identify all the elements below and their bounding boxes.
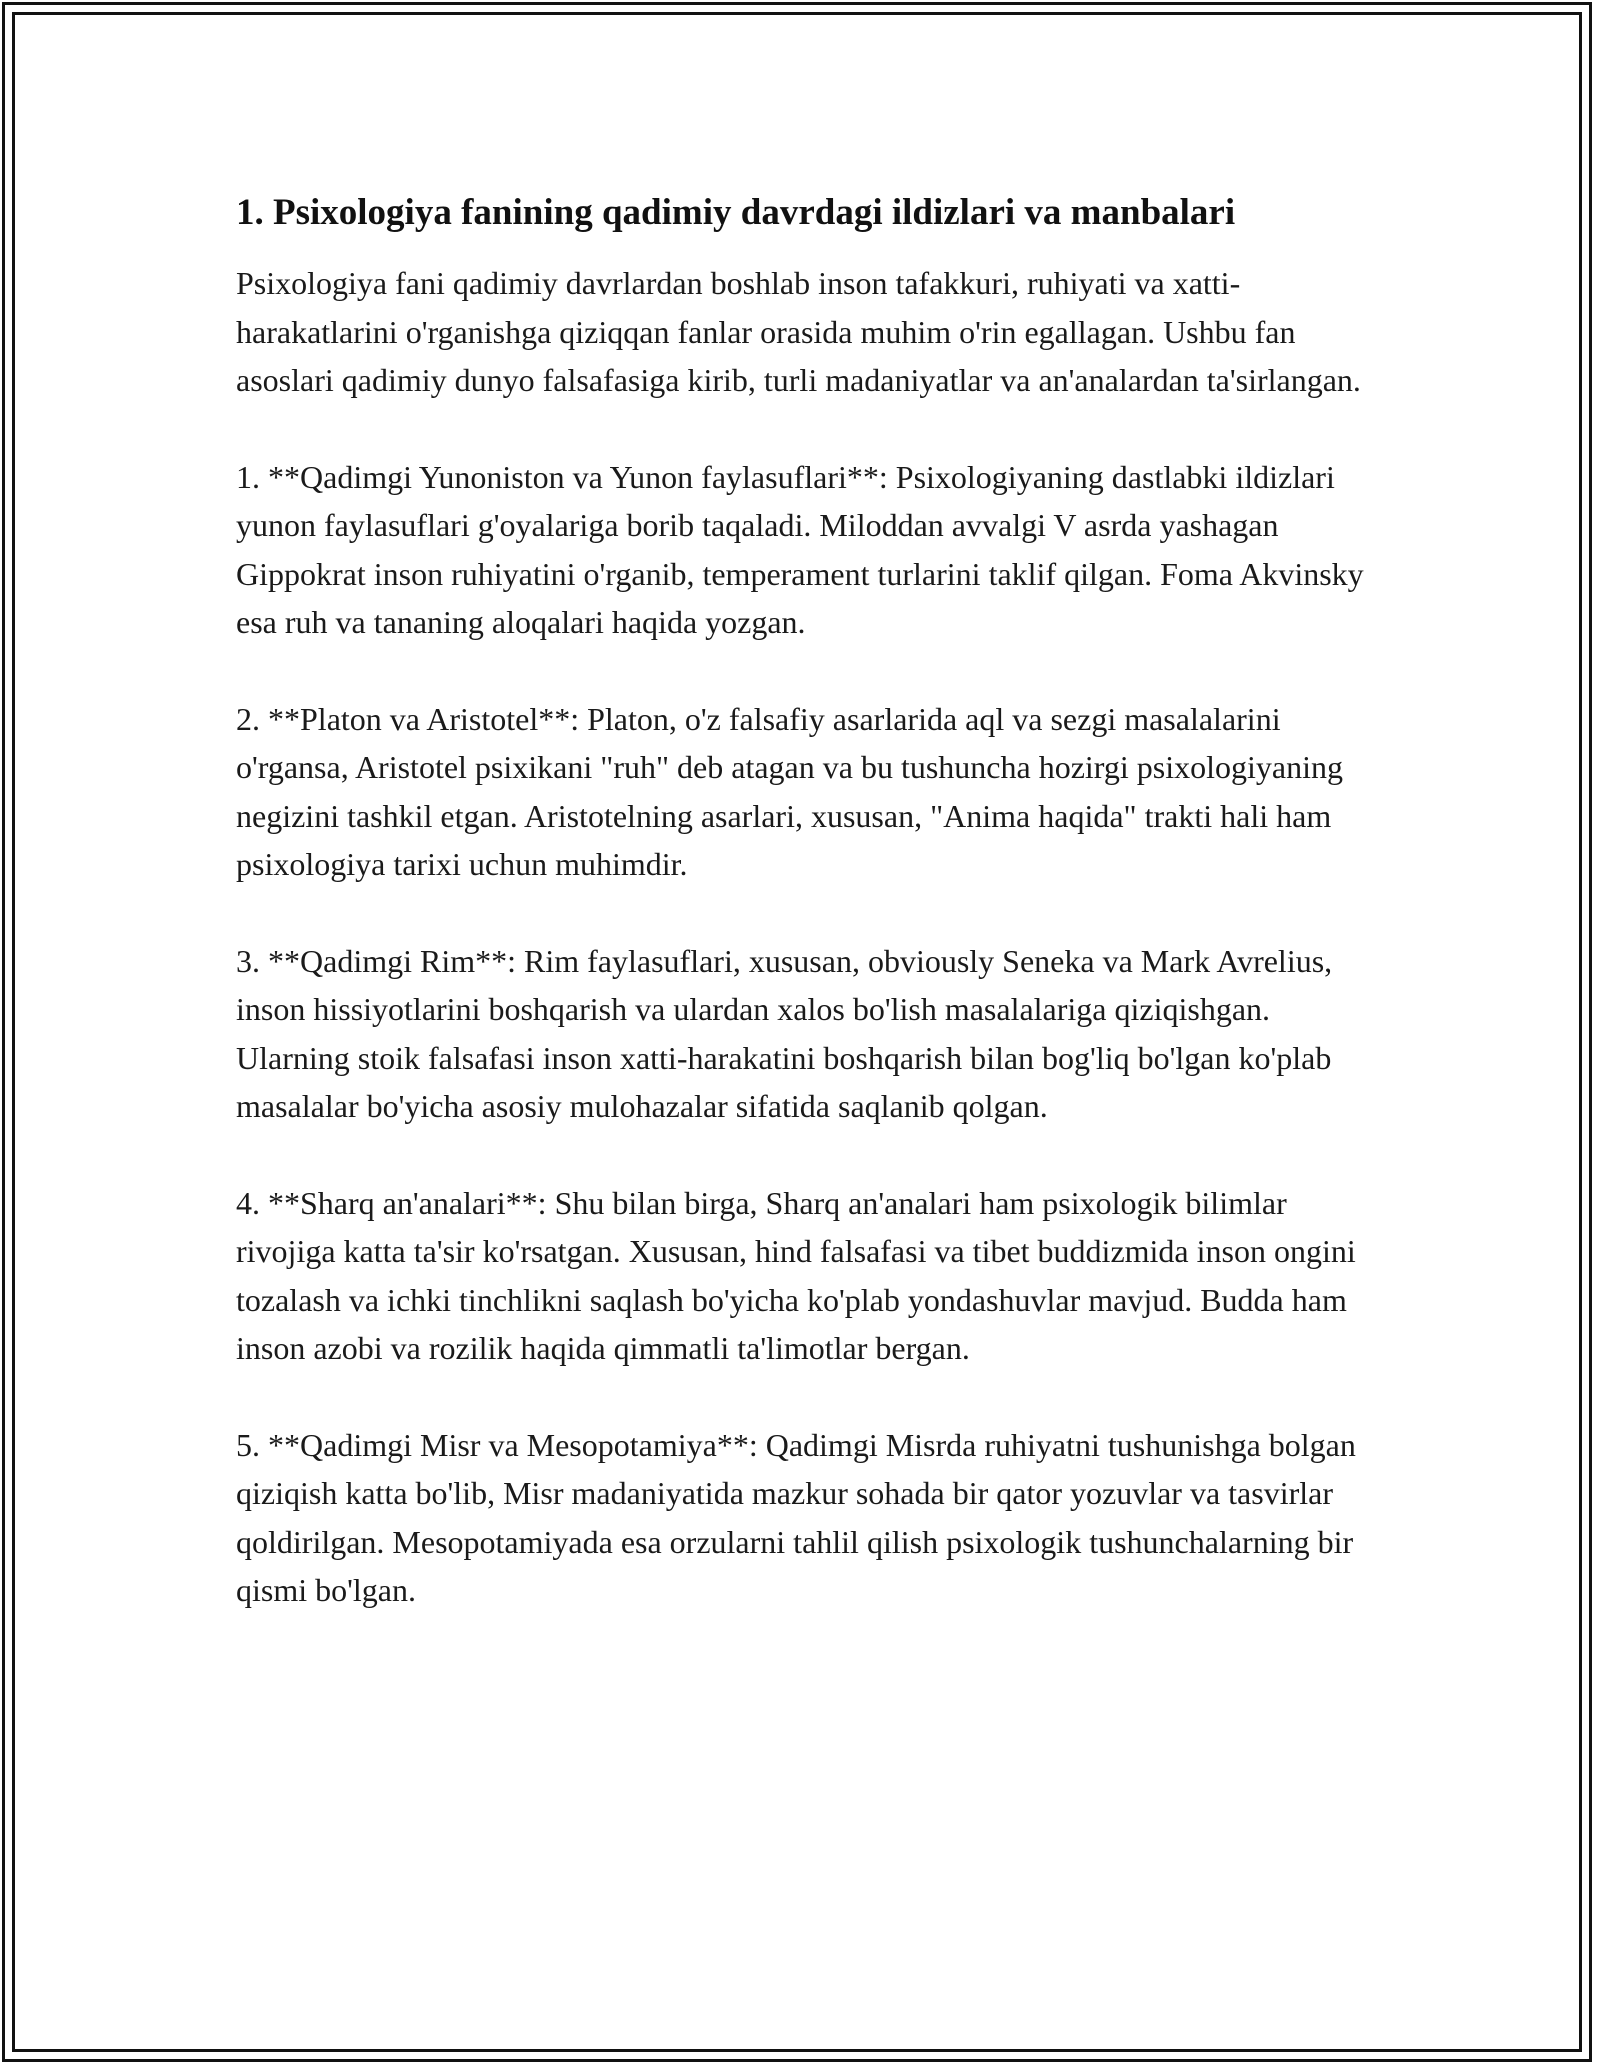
intro-paragraph: Psixologiya fani qadimiy davrlardan boshlab inson tafakkuri, ruhiyati va xatti-harakatlarini o'rganishga qiziqqan fanlar orasida muhim o'rin egallagan. Ushbu fan asoslari qadimiy dunyo falsafasiga kirib, turli madaniyatlar va an'analardan ta'sirlangan. [236,265,1361,398]
section-title: 1. Psixologiya fanining qadimiy davrdagi ildizlari va manbalari [236,192,1236,233]
document-body [236,186,1371,1663]
paragraph-plato-aristotle: 2. **Platon va Aristotel**: Platon, o'z falsafiy asarlarida aql va sezgi masalalarini o'rgansa, Aristotel psixikani "ruh" deb atagan va bu tushuncha hozirgi psixologiyaning negizini tashkil etgan. Aristotelning asarlari, xususan, "Anima haqida" trakti hali ham psixologiya tarixi uchun muhimdir. [236,700,1343,882]
paragraph-greece: 1. **Qadimgi Yunoniston va Yunon faylasuflari**: Psixologiyaning dastlabki ildizlari yunon faylasuflari g'oyalariga borib taqaladi. Miloddan avvalgi V asrda yashagan Gippokrat inson ruhiyatini o'rganib, temperament turlarini taklif qilgan. Foma Akvinsky esa ruh va tananing aloqalari haqida yozgan. [236,458,1364,640]
paragraph-east: 4. **Sharq an'analari**: Shu bilan birga, Sharq an'analari ham psixologik bilimlar rivojiga katta ta'sir ko'rsatgan. Xususan, hind falsafasi va tibet buddizmida inson ongini tozalash va ichki tinchlikni saqlash bo'yicha ko'plab yondashuvlar mavjud. Budda ham inson azobi va rozilik haqida qimmatli ta'limotlar bergan. [236,1184,1356,1366]
paragraph-egypt-mesopotamia: 5. **Qadimgi Misr va Mesopotamiya**: Qadimgi Misrda ruhiyatni tushunishga bolgan qiziqish katta bo'lib, Misr madaniyatida mazkur sohada bir qator yozuvlar va tasvirlar qoldirilgan. Mesopotamiyada esa orzularni tahlil qilish psixologik tushunchalarning bir qismi bo'lgan. [236,1426,1356,1608]
paragraph-rome: 3. **Qadimgi Rim**: Rim faylasuflari, xususan, obviously Seneka va Mark Avrelius, inson hissiyotlarini boshqarish va ulardan xalos bo'lish masalalariga qiziqishgan. Ularning stoik falsafasi inson xatti-harakatini boshqarish bilan bog'liq bo'lgan ko'plab masalalar bo'yicha asosiy mulohazalar sifatida saqlanib qolgan. [236,942,1333,1124]
